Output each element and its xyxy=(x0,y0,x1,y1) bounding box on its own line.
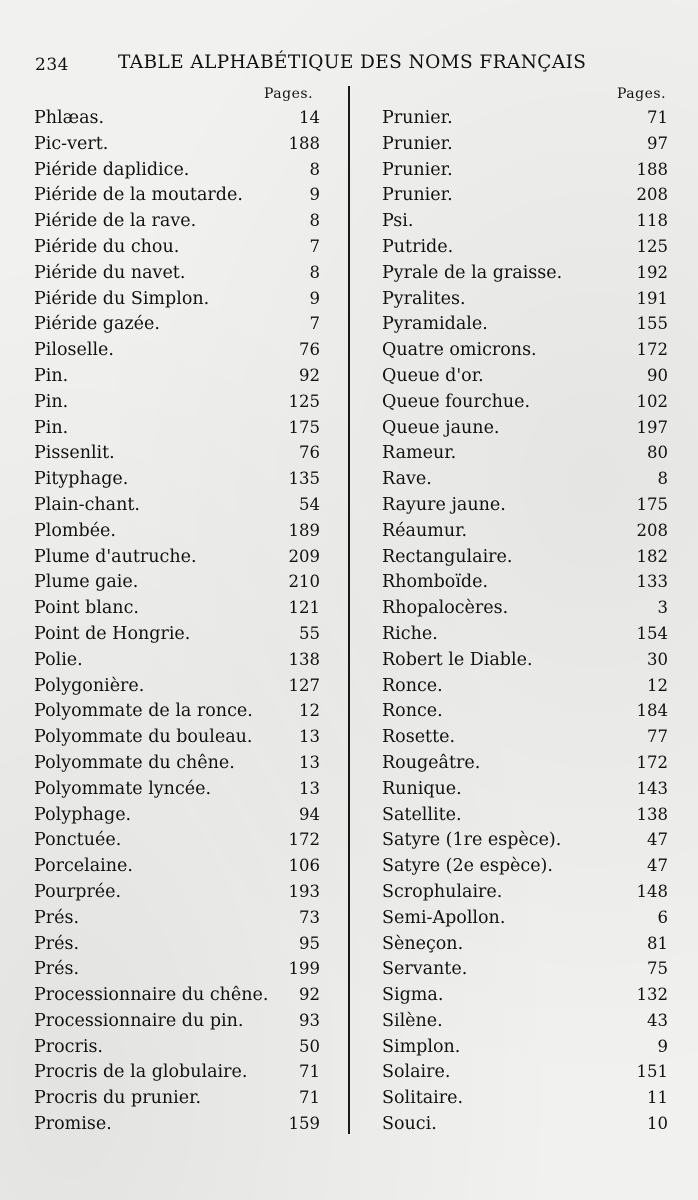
index-entry xyxy=(34,182,320,208)
entry-name: Pic-vert. xyxy=(34,133,109,154)
entry-page-number: 121 xyxy=(288,598,320,618)
index-entry xyxy=(382,105,668,131)
entry-name: Rectangulaire. xyxy=(382,546,513,567)
entry-page-number: 6 xyxy=(657,907,668,927)
entry-page-number: 189 xyxy=(288,520,320,540)
index-entry xyxy=(382,905,668,931)
index-entry xyxy=(34,802,320,828)
entry-name: Pourprée. xyxy=(34,881,122,902)
entry-name: Prunier. xyxy=(382,133,453,154)
entry-page-number: 30 xyxy=(647,649,668,669)
entry-page-number: 138 xyxy=(288,649,320,669)
index-entry xyxy=(34,905,320,931)
entry-page-number: 188 xyxy=(288,133,320,153)
entry-name: Rougeâtre. xyxy=(382,752,481,773)
entry-name: Rameur. xyxy=(382,443,457,464)
entry-page-number: 8 xyxy=(657,469,668,489)
index-entry xyxy=(382,802,668,828)
index-entry xyxy=(34,157,320,183)
entry-page-number: 118 xyxy=(636,211,668,231)
entry-name: Piéride du chou. xyxy=(34,236,180,257)
entry-page-number: 125 xyxy=(288,391,320,411)
entry-name: Porcelaine. xyxy=(34,856,133,877)
entry-name: Piéride daplidice. xyxy=(34,159,190,180)
entry-page-number: 143 xyxy=(636,778,668,798)
entry-page-number: 92 xyxy=(299,365,320,385)
entry-page-number: 132 xyxy=(636,985,668,1005)
index-entry xyxy=(382,569,668,595)
entry-name: Satyre (2e espèce). xyxy=(382,856,553,877)
index-entry xyxy=(382,311,668,337)
entry-name: Rhopalocères. xyxy=(382,598,509,619)
index-entry xyxy=(34,440,320,466)
entry-page-number: 127 xyxy=(288,675,320,695)
entry-page-number: 208 xyxy=(636,185,668,205)
entry-name: Prunier. xyxy=(382,108,453,128)
index-entry xyxy=(34,389,320,415)
column-divider xyxy=(348,86,350,1134)
entry-name: Prés. xyxy=(34,933,80,954)
entry-page-number: 71 xyxy=(299,1088,320,1108)
index-entry xyxy=(382,827,668,853)
entry-name: Polyommate lyncée. xyxy=(34,778,212,799)
index-entry xyxy=(34,595,320,621)
entry-page-number: 14 xyxy=(299,108,320,127)
right-index-column xyxy=(382,105,668,1137)
entry-name: Prés. xyxy=(34,959,80,980)
index-entry xyxy=(382,286,668,312)
entry-page-number: 93 xyxy=(299,1010,320,1030)
index-entry xyxy=(382,750,668,776)
index-entry xyxy=(382,363,668,389)
entry-page-number: 209 xyxy=(288,546,320,566)
entry-page-number: 12 xyxy=(299,701,320,721)
entry-name: Point blanc. xyxy=(34,598,139,619)
index-entry xyxy=(382,956,668,982)
entry-name: Piéride gazée. xyxy=(34,314,160,335)
entry-page-number: 94 xyxy=(299,804,320,824)
entry-name: Rosette. xyxy=(382,727,456,748)
index-entry xyxy=(34,363,320,389)
index-entry xyxy=(382,518,668,544)
entry-page-number: 92 xyxy=(299,985,320,1005)
index-entry xyxy=(382,673,668,699)
index-entry xyxy=(382,879,668,905)
entry-name: Polyphage. xyxy=(34,804,132,825)
entry-name: Sigma. xyxy=(382,985,444,1006)
index-entry xyxy=(34,1008,320,1034)
entry-name: Phlæas. xyxy=(34,108,105,128)
entry-name: Pyrale de la graisse. xyxy=(382,262,563,283)
index-entry xyxy=(382,234,668,260)
entry-name: Piéride de la rave. xyxy=(34,211,197,232)
entry-page-number: 155 xyxy=(636,314,668,334)
index-entry xyxy=(34,105,320,131)
index-entry xyxy=(382,208,668,234)
index-entry xyxy=(382,1008,668,1034)
index-entry xyxy=(34,260,320,286)
entry-page-number: 125 xyxy=(636,236,668,256)
entry-page-number: 76 xyxy=(299,443,320,463)
entry-page-number: 97 xyxy=(647,133,668,153)
entry-page-number: 106 xyxy=(288,856,320,876)
index-entry xyxy=(34,1034,320,1060)
entry-name: Prunier. xyxy=(382,159,453,180)
entry-name: Semi-Apollon. xyxy=(382,907,506,928)
entry-name: Réaumur. xyxy=(382,520,468,541)
entry-name: Servante. xyxy=(382,959,468,980)
entry-name: Piéride du navet. xyxy=(34,262,186,283)
entry-name: Rayure jaune. xyxy=(382,494,506,515)
entry-name: Sèneçon. xyxy=(382,933,464,954)
entry-page-number: 102 xyxy=(636,391,668,411)
index-entry xyxy=(34,982,320,1008)
index-entry xyxy=(34,1085,320,1111)
entry-name: Piéride de la moutarde. xyxy=(34,185,243,206)
entry-name: Piloselle. xyxy=(34,340,114,361)
entry-name: Satyre (1re espèce). xyxy=(382,830,562,851)
entry-name: Polyommate de la ronce. xyxy=(34,701,253,722)
entry-page-number: 71 xyxy=(647,108,668,127)
index-entry xyxy=(34,698,320,724)
index-entry xyxy=(34,1059,320,1085)
entry-name: Ronce. xyxy=(382,675,443,696)
entry-page-number: 95 xyxy=(299,933,320,953)
entry-name: Procris du prunier. xyxy=(34,1088,202,1109)
entry-page-number: 90 xyxy=(647,365,668,385)
index-entry xyxy=(382,440,668,466)
index-entry xyxy=(382,157,668,183)
index-entry xyxy=(382,621,668,647)
entry-page-number: 184 xyxy=(636,701,668,721)
entry-name: Polyommate du bouleau. xyxy=(34,727,253,748)
index-entry xyxy=(34,337,320,363)
index-entry xyxy=(382,1111,668,1137)
index-entry xyxy=(34,956,320,982)
entry-page-number: 191 xyxy=(636,288,668,308)
entry-name: Pin. xyxy=(34,365,69,386)
entry-name: Procris de la globulaire. xyxy=(34,1062,248,1083)
entry-name: Scrophulaire. xyxy=(382,881,503,902)
entry-page-number: 9 xyxy=(309,185,320,205)
entry-page-number: 175 xyxy=(636,494,668,514)
entry-name: Riche. xyxy=(382,623,438,644)
entry-name: Psi. xyxy=(382,211,414,232)
entry-page-number: 80 xyxy=(647,443,668,463)
index-entry xyxy=(382,647,668,673)
index-entry xyxy=(34,286,320,312)
index-entry xyxy=(382,1034,668,1060)
index-entry xyxy=(34,569,320,595)
entry-name: Putride. xyxy=(382,236,454,257)
entry-name: Ronce. xyxy=(382,701,443,722)
index-entry xyxy=(34,415,320,441)
entry-page-number: 210 xyxy=(288,572,320,592)
entry-page-number: 47 xyxy=(647,830,668,850)
entry-page-number: 76 xyxy=(299,340,320,360)
index-entry xyxy=(34,931,320,957)
index-entry xyxy=(382,1085,668,1111)
entry-name: Piéride du Simplon. xyxy=(34,288,210,309)
entry-page-number: 188 xyxy=(636,159,668,179)
index-entry xyxy=(34,673,320,699)
entry-page-number: 43 xyxy=(647,1010,668,1030)
entry-name: Plombée. xyxy=(34,520,116,541)
entry-name: Robert le Diable. xyxy=(382,649,533,670)
index-entry xyxy=(34,879,320,905)
entry-page-number: 12 xyxy=(647,675,668,695)
entry-page-number: 182 xyxy=(636,546,668,566)
entry-page-number: 8 xyxy=(309,159,320,179)
entry-page-number: 3 xyxy=(657,598,668,618)
index-entry xyxy=(382,1059,668,1085)
index-entry xyxy=(34,492,320,518)
index-entry xyxy=(382,982,668,1008)
entry-page-number: 199 xyxy=(288,959,320,979)
index-entry xyxy=(382,853,668,879)
left-index-column xyxy=(34,105,320,1137)
entry-page-number: 154 xyxy=(636,623,668,643)
index-entry xyxy=(34,234,320,260)
entry-name: Quatre omicrons. xyxy=(382,340,537,361)
entry-page-number: 175 xyxy=(288,417,320,437)
running-title: TABLE ALPHABÉTIQUE DES NOMS FRANÇAIS xyxy=(118,52,587,73)
entry-name: Queue fourchue. xyxy=(382,391,531,412)
entry-name: Rhomboïde. xyxy=(382,572,489,593)
entry-page-number: 13 xyxy=(299,778,320,798)
index-entry xyxy=(382,776,668,802)
entry-name: Pin. xyxy=(34,391,69,412)
entry-name: Pyramidale. xyxy=(382,314,488,335)
entry-name: Queue jaune. xyxy=(382,417,500,438)
index-entry xyxy=(34,776,320,802)
entry-page-number: 10 xyxy=(647,1114,668,1134)
entry-name: Point de Hongrie. xyxy=(34,623,191,644)
entry-page-number: 151 xyxy=(636,1062,668,1082)
entry-name: Pissenlit. xyxy=(34,443,115,464)
index-entry xyxy=(34,518,320,544)
index-entry xyxy=(382,931,668,957)
entry-name: Processionnaire du chêne. xyxy=(34,985,269,1006)
index-entry xyxy=(34,131,320,157)
entry-page-number: 192 xyxy=(636,262,668,282)
entry-page-number: 13 xyxy=(299,752,320,772)
entry-page-number: 75 xyxy=(647,959,668,979)
right-pages-header: Pages. xyxy=(617,86,667,102)
entry-page-number: 73 xyxy=(299,907,320,927)
entry-page-number: 8 xyxy=(309,262,320,282)
index-entry xyxy=(34,208,320,234)
entry-name: Rave. xyxy=(382,469,432,490)
index-entry xyxy=(382,724,668,750)
entry-page-number: 11 xyxy=(647,1088,668,1108)
index-entry xyxy=(34,827,320,853)
entry-name: Silène. xyxy=(382,1010,443,1031)
entry-name: Polygonière. xyxy=(34,675,145,696)
entry-page-number: 50 xyxy=(299,1036,320,1056)
entry-name: Plain-chant. xyxy=(34,494,140,515)
entry-name: Souci. xyxy=(382,1114,437,1135)
entry-page-number: 172 xyxy=(636,752,668,772)
entry-page-number: 208 xyxy=(636,520,668,540)
entry-name: Runique. xyxy=(382,778,462,799)
index-entry xyxy=(382,544,668,570)
entry-name: Promise. xyxy=(34,1114,112,1135)
entry-name: Plume gaie. xyxy=(34,572,139,593)
entry-name: Satellite. xyxy=(382,804,462,825)
index-entry xyxy=(34,853,320,879)
entry-page-number: 13 xyxy=(299,727,320,747)
entry-page-number: 148 xyxy=(636,881,668,901)
index-entry xyxy=(34,1111,320,1137)
entry-name: Prés. xyxy=(34,907,80,928)
entry-name: Plume d'autruche. xyxy=(34,546,197,567)
index-entry xyxy=(34,466,320,492)
index-entry xyxy=(382,389,668,415)
entry-page-number: 8 xyxy=(309,211,320,231)
entry-name: Ponctuée. xyxy=(34,830,122,851)
index-entry xyxy=(382,131,668,157)
entry-name: Polyommate du chêne. xyxy=(34,752,235,773)
index-entry xyxy=(34,544,320,570)
index-entry xyxy=(34,647,320,673)
entry-name: Pin. xyxy=(34,417,69,438)
entry-page-number: 172 xyxy=(636,340,668,360)
entry-name: Solaire. xyxy=(382,1062,451,1083)
entry-page-number: 77 xyxy=(647,727,668,747)
entry-name: Procris. xyxy=(34,1036,103,1057)
index-entry xyxy=(382,492,668,518)
entry-name: Polie. xyxy=(34,649,83,670)
index-entry xyxy=(382,182,668,208)
entry-page-number: 71 xyxy=(299,1062,320,1082)
entry-page-number: 193 xyxy=(288,881,320,901)
entry-page-number: 159 xyxy=(288,1114,320,1134)
entry-name: Pityphage. xyxy=(34,469,129,490)
entry-name: Queue d'or. xyxy=(382,365,484,386)
index-entry xyxy=(382,260,668,286)
entry-name: Prunier. xyxy=(382,185,453,206)
entry-page-number: 81 xyxy=(647,933,668,953)
entry-page-number: 133 xyxy=(636,572,668,592)
entry-page-number: 197 xyxy=(636,417,668,437)
entry-page-number: 7 xyxy=(309,236,320,256)
entry-page-number: 47 xyxy=(647,856,668,876)
index-entry xyxy=(34,750,320,776)
index-entry xyxy=(34,311,320,337)
entry-page-number: 55 xyxy=(299,623,320,643)
index-entry xyxy=(382,466,668,492)
left-pages-header: Pages. xyxy=(264,86,314,102)
index-entry xyxy=(382,698,668,724)
index-entry xyxy=(34,621,320,647)
entry-name: Pyralites. xyxy=(382,288,466,309)
entry-page-number: 9 xyxy=(657,1036,668,1056)
index-entry xyxy=(34,724,320,750)
index-entry xyxy=(382,595,668,621)
entry-page-number: 135 xyxy=(288,469,320,489)
entry-name: Simplon. xyxy=(382,1036,461,1057)
entry-name: Solitaire. xyxy=(382,1088,464,1109)
index-entry xyxy=(382,337,668,363)
entry-page-number: 7 xyxy=(309,314,320,334)
entry-name: Processionnaire du pin. xyxy=(34,1010,244,1031)
index-entry xyxy=(382,415,668,441)
entry-page-number: 172 xyxy=(288,830,320,850)
entry-page-number: 9 xyxy=(309,288,320,308)
entry-page-number: 54 xyxy=(299,494,320,514)
entry-page-number: 138 xyxy=(636,804,668,824)
page-number: 234 xyxy=(35,55,69,75)
